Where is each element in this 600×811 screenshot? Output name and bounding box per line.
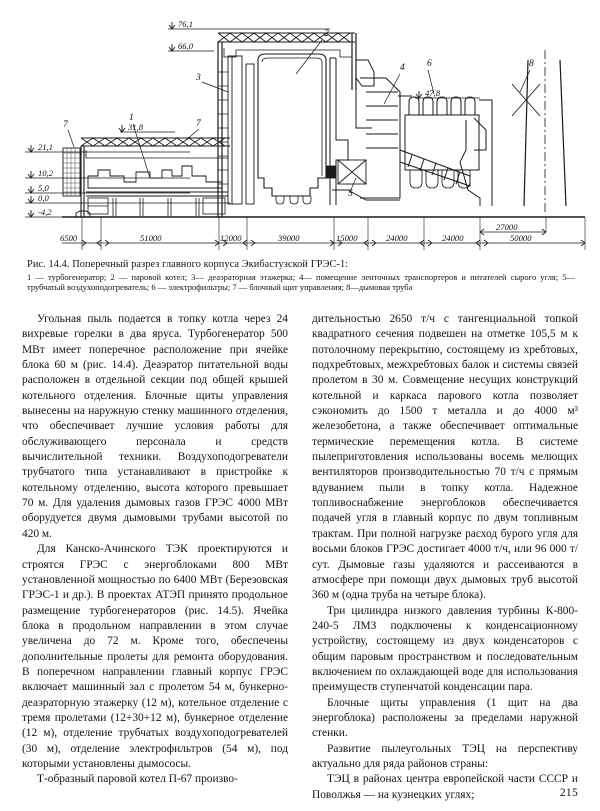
paragraph: Блочные щиты управления (1 щит на два энергоблока) расположены за пределами наружной стенки.	[312, 696, 578, 740]
elevation-label-minus-4-2: -4,2	[38, 207, 52, 217]
figure-caption	[27, 258, 575, 292]
elevation-label-76-1: 76,1	[178, 19, 194, 29]
callout-label-1: 1	[129, 113, 134, 123]
dimension-51000: 51000	[140, 233, 162, 243]
paragraph: Т-образный паровой котел П-67 произво-	[37, 773, 238, 786]
paragraph: Развитие пылеугольных ТЭЦ на перспективу актуально для ряда районов страны:	[312, 742, 578, 770]
left-column	[22, 312, 288, 803]
paragraph: Угольная пыль подается в топку котла через 24 вихревые горелки в два яруса. Турбогенератор 500 МВт имеет поперечное расположение при ячейке блока 60 м (рис. 14.4). Деаэратор питательной воды расположен в отдельной секции под общей крышей котельного отделения. Блочные щиты управления вынесены на наружную стенку машинного отделения, что обеспечивает лучшие условия работы для обслуживающего персонала и средств вычислительной техники. Воздухоподогреватели трубчатого типа устанавливают в пристройке к котельному отделению, высота которого превышает 70 м. Для удаления дымовых газов ГРЭС 4000 МВт оборудуется двумя дымовыми трубами высотой по 420 м.	[22, 313, 288, 540]
callout-label-3: 3	[196, 73, 201, 83]
right-column	[312, 312, 578, 803]
page-number: 215	[559, 787, 578, 799]
paragraph: дительностью 2650 т/ч с тангенциальной топкой квадратного сечения подвешен на отметке 105,5 м к потолочному перекрытию, состоящему из хребтовых, подхребтовых, межхребтовых балок и системы связей пролетом в 30 м. Совмещение несущих конструкций котельной и каркаса парового котла позволяет сэкономить до 1500 т металла и до 4000 м³ железобетона, а также обеспечивает оптимальные термические перемещения котла. В системе пылеприготовления использованы восемь мелющих вентиляторов производительностью 70 т/ч с прямым вдуванием пыли в топку котла. Надежное топливоснабжение энергоблоков обеспечивается подачей угля в главный корпус по двум топливным трактам. При полной нагрузке расход бурого угля для восьми блоков ГРЭС достигает 4000 т/ч, или 96 000 т/сут. Дымовые газы удаляются и рассеиваются в атмосфере при помощи двух дымовых труб высотой 360 м (одна труба на четыре блока).	[312, 313, 578, 602]
figure-caption-title	[27, 258, 575, 271]
callout-label-7b: 7	[196, 119, 201, 129]
elevation-label-0-0: 0,0	[38, 193, 49, 203]
dimension-39000: 39000	[278, 233, 300, 243]
dimension-6500: 6500	[60, 233, 78, 243]
figure-number: Рис. 14.4.	[27, 259, 70, 270]
body-text	[22, 312, 578, 803]
callout-label-7: 7	[63, 120, 68, 130]
figure-title-text: Поперечный разрез главного корпуса Экибастузской ГРЭС-1:	[72, 259, 349, 270]
dimension-12000: 12000	[220, 233, 242, 243]
dimension-24000b: 24000	[442, 233, 464, 243]
elevation-label-21-1: 21,1	[38, 142, 54, 152]
paragraph: Три цилиндра низкого давления турбины К-800-240-5 ЛМЗ подключены к конденсационному устройству, состоящему из двух конденсаторов с общим паровым пространством и последовательным включением по охлаждающей воде для использования преимуществ ступенчатой конденсации пара.	[312, 604, 578, 694]
figure-cross-section-drawing	[0, 0, 600, 252]
elevation-label-31-8: 31,8	[128, 122, 144, 132]
elevation-label-5-0: 5,0	[38, 183, 49, 193]
callout-label-4: 4	[400, 63, 405, 73]
callout-label-2: 2	[324, 29, 329, 39]
elevation-label-47-8: 47,8	[425, 88, 441, 98]
elevation-label-10-2: 10,2	[38, 168, 54, 178]
paragraph: Для Канско-Ачинского ТЭК проектируются и строятся ГРЭС с энергоблоками 800 МВт установленной мощностью по 6400 МВт (Березовская ГРЭС-1 и др.). В проектах АТЭП принято продольное размещение турбогенераторов (рис. 14.5). Ячейка блока в продольном направлении в этом случае увеличена до 72 м. Кроме того, обеспечены дополнительные пролеты для ремонта оборудования. В поперечном направлении главный корпус ГРЭС включает машинный зал с пролетом 54 м, бункерно-деаэраторную этажерку (12 м), котельное отделение с тремя пролетами (12+30+12 м), бункерное отделение (12 м), отделение трубчатых воздухоподогревателей (30 м), отделение электрофильтров (54 м), под которыми установлены дымососы.	[22, 543, 288, 770]
callout-label-6: 6	[427, 59, 432, 69]
dimension-27000: 27000	[496, 222, 518, 232]
dimension-50000: 50000	[510, 233, 532, 243]
dimension-15000: 15000	[336, 233, 358, 243]
callout-label-8: 8	[529, 59, 534, 69]
figure-caption-legend: 1 — турбогенератор; 2 — паровой котел; 3— деаэраторная этажерка; 4— помещение ленточных транспортеров и питателей сырого угля; 5— трубчатый воздухоподогреватель; 6 — электрофильтры; 7 — блочный щит управления; 8—дымовая труба	[27, 272, 575, 293]
callout-label-5: 5	[348, 189, 353, 199]
paragraph: ТЭЦ в районах центра европейской части СССР и Поволжья — на кузнецких углях;	[312, 773, 578, 801]
dimension-24000a: 24000	[386, 233, 408, 243]
elevation-label-66-0: 66,0	[178, 41, 194, 51]
